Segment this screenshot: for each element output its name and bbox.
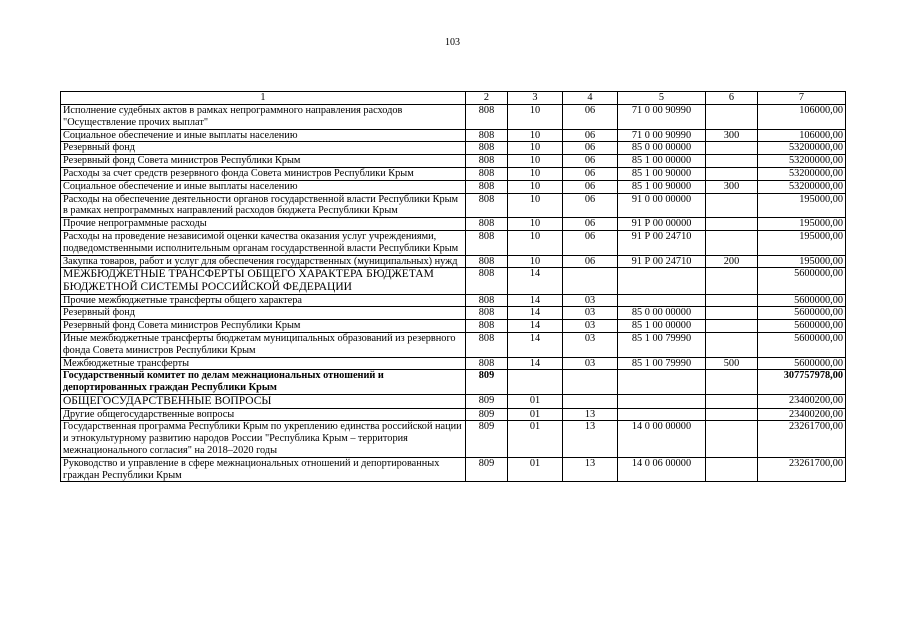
code-cell: 808 bbox=[466, 129, 508, 142]
table-row bbox=[61, 294, 846, 307]
subsection-cell bbox=[563, 394, 618, 408]
code-cell: 808 bbox=[466, 230, 508, 255]
subsection-cell: 03 bbox=[563, 294, 618, 307]
section-cell: 01 bbox=[508, 457, 563, 482]
name-cell: Иные межбюджетные трансферты бюджетам муниципальных образований из резервного фонда Совета министров Республики Крым bbox=[61, 332, 466, 357]
expense-type-cell bbox=[706, 268, 758, 294]
table-row bbox=[61, 180, 846, 193]
target-article-cell: 91 Р 00 24710 bbox=[618, 230, 706, 255]
amount-cell: 106000,00 bbox=[758, 105, 846, 130]
amount-cell: 5600000,00 bbox=[758, 268, 846, 294]
code-cell: 808 bbox=[466, 320, 508, 333]
name-cell: Другие общегосударственные вопросы bbox=[61, 408, 466, 421]
table-row bbox=[61, 457, 846, 482]
section-cell: 14 bbox=[508, 268, 563, 294]
section-cell: 10 bbox=[508, 105, 563, 130]
section-cell: 10 bbox=[508, 218, 563, 231]
section-cell: 14 bbox=[508, 307, 563, 320]
code-cell: 809 bbox=[466, 370, 508, 395]
section-cell: 10 bbox=[508, 167, 563, 180]
amount-cell: 106000,00 bbox=[758, 129, 846, 142]
target-article-cell: 85 1 00 00000 bbox=[618, 320, 706, 333]
section-cell: 10 bbox=[508, 193, 563, 218]
amount-cell: 5600000,00 bbox=[758, 307, 846, 320]
column-header-5: 5 bbox=[618, 92, 706, 105]
subsection-cell: 13 bbox=[563, 457, 618, 482]
amount-cell: 5600000,00 bbox=[758, 357, 846, 370]
table-row bbox=[61, 193, 846, 218]
name-cell: Исполнение судебных актов в рамках непрограммного направления расходов "Осуществление прочих выплат" bbox=[61, 105, 466, 130]
expense-type-cell: 300 bbox=[706, 180, 758, 193]
table-row bbox=[61, 142, 846, 155]
name-cell: Социальное обеспечение и иные выплаты населению bbox=[61, 180, 466, 193]
column-header-2: 2 bbox=[466, 92, 508, 105]
expense-type-cell bbox=[706, 167, 758, 180]
expense-type-cell bbox=[706, 421, 758, 457]
column-header-6: 6 bbox=[706, 92, 758, 105]
name-cell: Резервный фонд Совета министров Республики Крым bbox=[61, 155, 466, 168]
target-article-cell: 71 0 00 90990 bbox=[618, 129, 706, 142]
section-cell: 10 bbox=[508, 142, 563, 155]
amount-cell: 23261700,00 bbox=[758, 421, 846, 457]
table-row bbox=[61, 357, 846, 370]
name-cell: Государственный комитет по делам межнациональных отношений и депортированных граждан Республики Крым bbox=[61, 370, 466, 395]
name-cell: Расходы на обеспечение деятельности органов государственной власти Республики Крым в рамках непрограммных направлений расходов бюджета Республики Крым bbox=[61, 193, 466, 218]
name-cell: ОБЩЕГОСУДАРСТВЕННЫЕ ВОПРОСЫ bbox=[61, 394, 466, 408]
target-article-cell bbox=[618, 268, 706, 294]
name-cell: Социальное обеспечение и иные выплаты населению bbox=[61, 129, 466, 142]
target-article-cell: 85 1 00 79990 bbox=[618, 332, 706, 357]
code-cell: 808 bbox=[466, 180, 508, 193]
amount-cell: 195000,00 bbox=[758, 193, 846, 218]
table-row bbox=[61, 394, 846, 408]
name-cell: Прочие межбюджетные трансферты общего характера bbox=[61, 294, 466, 307]
name-cell: Резервный фонд bbox=[61, 142, 466, 155]
target-article-cell: 14 0 06 00000 bbox=[618, 457, 706, 482]
target-article-cell: 85 1 00 00000 bbox=[618, 155, 706, 168]
subsection-cell: 06 bbox=[563, 230, 618, 255]
expense-type-cell bbox=[706, 394, 758, 408]
code-cell: 808 bbox=[466, 357, 508, 370]
code-cell: 808 bbox=[466, 294, 508, 307]
subsection-cell bbox=[563, 268, 618, 294]
table-row bbox=[61, 307, 846, 320]
code-cell: 808 bbox=[466, 307, 508, 320]
name-cell: Прочие непрограммные расходы bbox=[61, 218, 466, 231]
section-cell bbox=[508, 370, 563, 395]
amount-cell: 5600000,00 bbox=[758, 320, 846, 333]
target-article-cell: 85 1 00 90000 bbox=[618, 180, 706, 193]
section-cell: 10 bbox=[508, 180, 563, 193]
column-header-3: 3 bbox=[508, 92, 563, 105]
budget-table bbox=[60, 91, 846, 482]
subsection-cell: 06 bbox=[563, 167, 618, 180]
expense-type-cell bbox=[706, 230, 758, 255]
target-article-cell: 91 Р 00 24710 bbox=[618, 255, 706, 268]
code-cell: 808 bbox=[466, 218, 508, 231]
subsection-cell: 06 bbox=[563, 255, 618, 268]
expense-type-cell bbox=[706, 408, 758, 421]
section-cell: 14 bbox=[508, 332, 563, 357]
subsection-cell: 03 bbox=[563, 357, 618, 370]
section-cell: 10 bbox=[508, 230, 563, 255]
expense-type-cell: 300 bbox=[706, 129, 758, 142]
target-article-cell: 14 0 00 00000 bbox=[618, 421, 706, 457]
expense-type-cell bbox=[706, 457, 758, 482]
target-article-cell: 85 1 00 90000 bbox=[618, 167, 706, 180]
section-cell: 01 bbox=[508, 394, 563, 408]
amount-cell: 23400200,00 bbox=[758, 394, 846, 408]
code-cell: 808 bbox=[466, 332, 508, 357]
expense-type-cell: 500 bbox=[706, 357, 758, 370]
subsection-cell: 03 bbox=[563, 307, 618, 320]
table-row bbox=[61, 105, 846, 130]
name-cell: Расходы за счет средств резервного фонда Совета министров Республики Крым bbox=[61, 167, 466, 180]
amount-cell: 53200000,00 bbox=[758, 167, 846, 180]
subsection-cell: 03 bbox=[563, 332, 618, 357]
table-row bbox=[61, 332, 846, 357]
section-cell: 10 bbox=[508, 155, 563, 168]
subsection-cell bbox=[563, 370, 618, 395]
section-cell: 01 bbox=[508, 408, 563, 421]
expense-type-cell bbox=[706, 307, 758, 320]
name-cell: Закупка товаров, работ и услуг для обеспечения государственных (муниципальных) нужд bbox=[61, 255, 466, 268]
code-cell: 808 bbox=[466, 193, 508, 218]
code-cell: 808 bbox=[466, 142, 508, 155]
code-cell: 808 bbox=[466, 105, 508, 130]
code-cell: 808 bbox=[466, 155, 508, 168]
expense-type-cell bbox=[706, 218, 758, 231]
subsection-cell: 13 bbox=[563, 421, 618, 457]
page-number: 103 bbox=[445, 37, 460, 48]
code-cell: 808 bbox=[466, 268, 508, 294]
subsection-cell: 06 bbox=[563, 193, 618, 218]
expense-type-cell: 200 bbox=[706, 255, 758, 268]
code-cell: 808 bbox=[466, 167, 508, 180]
section-cell: 10 bbox=[508, 255, 563, 268]
subsection-cell: 06 bbox=[563, 218, 618, 231]
amount-cell: 53200000,00 bbox=[758, 155, 846, 168]
amount-cell: 23400200,00 bbox=[758, 408, 846, 421]
target-article-cell bbox=[618, 370, 706, 395]
name-cell: Государственная программа Республики Крым по укреплению единства российской нации и этнокультурному развитию народов России "Республика Крым – территория межнационального согласия" на 2018–2020 годы bbox=[61, 421, 466, 457]
expense-type-cell bbox=[706, 155, 758, 168]
amount-cell: 195000,00 bbox=[758, 255, 846, 268]
target-article-cell: 91 Р 00 00000 bbox=[618, 218, 706, 231]
subsection-cell: 03 bbox=[563, 320, 618, 333]
code-cell: 808 bbox=[466, 255, 508, 268]
table-header-row bbox=[61, 92, 846, 105]
name-cell: Резервный фонд bbox=[61, 307, 466, 320]
target-article-cell: 91 0 00 00000 bbox=[618, 193, 706, 218]
column-header-4: 4 bbox=[563, 92, 618, 105]
code-cell: 809 bbox=[466, 457, 508, 482]
expense-type-cell bbox=[706, 320, 758, 333]
expense-type-cell bbox=[706, 105, 758, 130]
expense-type-cell bbox=[706, 370, 758, 395]
subsection-cell: 06 bbox=[563, 142, 618, 155]
name-cell: Расходы на проведение независимой оценки качества оказания услуг учреждениями, подведомственными исполнительным органам государственной власти Республики Крым bbox=[61, 230, 466, 255]
amount-cell: 307757978,00 bbox=[758, 370, 846, 395]
section-cell: 14 bbox=[508, 357, 563, 370]
target-article-cell bbox=[618, 408, 706, 421]
expense-type-cell bbox=[706, 332, 758, 357]
subsection-cell: 06 bbox=[563, 105, 618, 130]
table-row bbox=[61, 268, 846, 294]
amount-cell: 53200000,00 bbox=[758, 142, 846, 155]
name-cell: Межбюджетные трансферты bbox=[61, 357, 466, 370]
target-article-cell bbox=[618, 394, 706, 408]
table-row bbox=[61, 167, 846, 180]
section-cell: 01 bbox=[508, 421, 563, 457]
target-article-cell: 71 0 00 90990 bbox=[618, 105, 706, 130]
amount-cell: 195000,00 bbox=[758, 230, 846, 255]
section-cell: 10 bbox=[508, 129, 563, 142]
table-row bbox=[61, 408, 846, 421]
table-row bbox=[61, 421, 846, 457]
name-cell: МЕЖБЮДЖЕТНЫЕ ТРАНСФЕРТЫ ОБЩЕГО ХАРАКТЕРА БЮДЖЕТАМ БЮДЖЕТНОЙ СИСТЕМЫ РОССИЙСКОЙ ФЕДЕРАЦИИ bbox=[61, 268, 466, 294]
target-article-cell bbox=[618, 294, 706, 307]
section-cell: 14 bbox=[508, 320, 563, 333]
target-article-cell: 85 1 00 79990 bbox=[618, 357, 706, 370]
subsection-cell: 06 bbox=[563, 129, 618, 142]
name-cell: Резервный фонд Совета министров Республики Крым bbox=[61, 320, 466, 333]
table-row bbox=[61, 230, 846, 255]
subsection-cell: 13 bbox=[563, 408, 618, 421]
amount-cell: 23261700,00 bbox=[758, 457, 846, 482]
table-row bbox=[61, 370, 846, 395]
expense-type-cell bbox=[706, 294, 758, 307]
column-header-7: 7 bbox=[758, 92, 846, 105]
amount-cell: 5600000,00 bbox=[758, 294, 846, 307]
code-cell: 809 bbox=[466, 421, 508, 457]
code-cell: 809 bbox=[466, 408, 508, 421]
name-cell: Руководство и управление в сфере межнациональных отношений и депортированных граждан Республики Крым bbox=[61, 457, 466, 482]
section-cell: 14 bbox=[508, 294, 563, 307]
subsection-cell: 06 bbox=[563, 180, 618, 193]
target-article-cell: 85 0 00 00000 bbox=[618, 307, 706, 320]
amount-cell: 53200000,00 bbox=[758, 180, 846, 193]
table-row bbox=[61, 218, 846, 231]
table-row bbox=[61, 255, 846, 268]
expense-type-cell bbox=[706, 193, 758, 218]
column-header-1: 1 bbox=[61, 92, 466, 105]
code-cell: 809 bbox=[466, 394, 508, 408]
amount-cell: 5600000,00 bbox=[758, 332, 846, 357]
amount-cell: 195000,00 bbox=[758, 218, 846, 231]
table-row bbox=[61, 155, 846, 168]
subsection-cell: 06 bbox=[563, 155, 618, 168]
target-article-cell: 85 0 00 00000 bbox=[618, 142, 706, 155]
expense-type-cell bbox=[706, 142, 758, 155]
table-row bbox=[61, 320, 846, 333]
table-row bbox=[61, 129, 846, 142]
